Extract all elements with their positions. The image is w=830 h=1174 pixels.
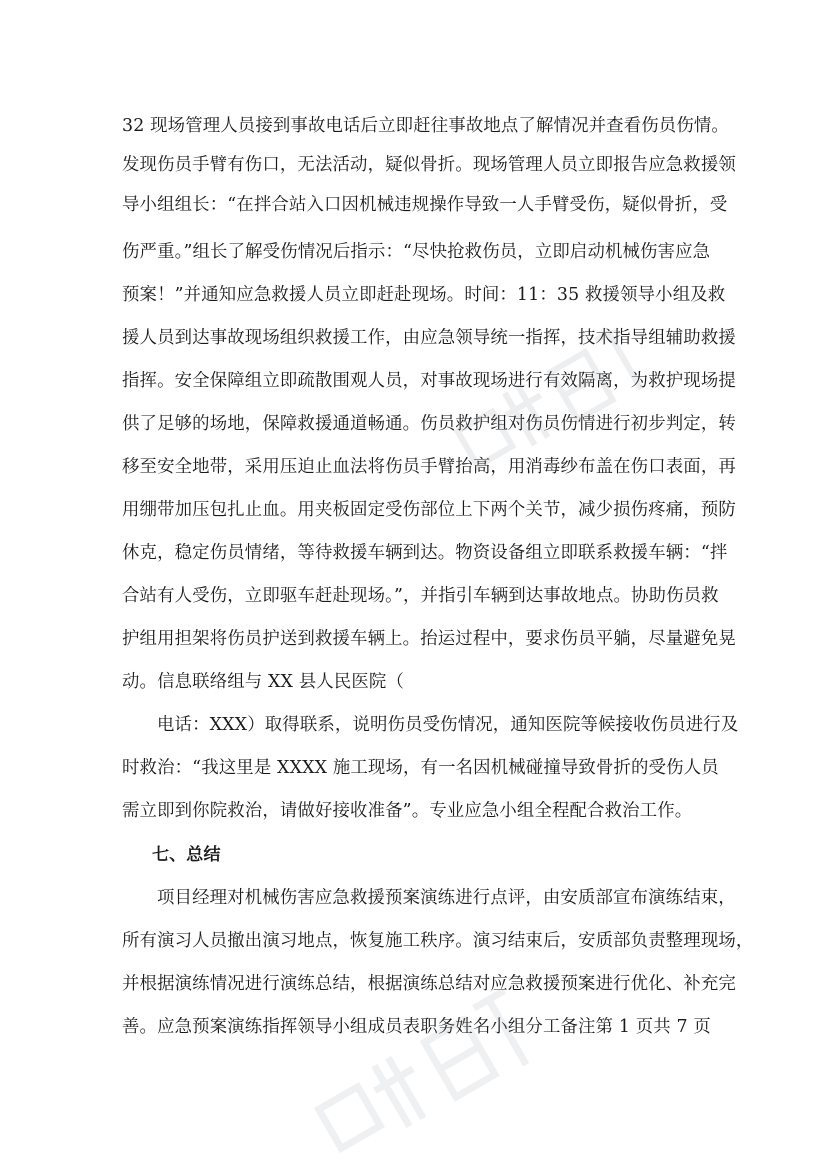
text-line: 供了足够的场地，保障救援通道畅通。伤员救护组对伤员伤情进行初步判定，转 (122, 414, 736, 434)
text-line: 动。信息联络组与 XX 县人民医院（ (122, 672, 404, 692)
text-line: 预案！”并通知应急救援人员立即赶赴现场。时间：11：35 救援领导小组及救 (122, 285, 726, 305)
text-line: 需立即到你院救治，请做好接收准备”。专业应急小组全程配合救治工作。 (122, 801, 693, 821)
text-line: 电话：XXX）取得联系，说明伤员受伤情况，通知医院等候接收伤员进行及 (157, 715, 739, 735)
text-line: 护组用担架将伤员护送到救援车辆上。抬运过程中，要求伤员平躺，尽量避免晃 (122, 629, 736, 649)
text-line: 所有演习人员撤出演习地点，恢复施工秩序。演习结束后，安质部负责整理现场， (122, 931, 754, 951)
section-heading: 七、总结 (152, 845, 221, 865)
text-line: 项目经理对机械伤害应急救援预案演练进行点评，由安质部宣布演练结束， (157, 888, 736, 908)
text-line: 休克，稳定伤员情绪，等待救援车辆到达。物资设备组立即联系救援车辆：“拌 (122, 543, 728, 563)
text-line: 合站有人受伤，立即驱车赶赴现场。”，并指引车辆到达事故地点。协助伤员救 (122, 586, 719, 606)
text-line: 用绷带加压包扎止血。用夹板固定受伤部位上下两个关节，减少损伤疼痛，预防 (122, 500, 736, 520)
text-line: 并根据演练情况进行演练总结，根据演练总结对应急救援预案进行优化、补充完 (122, 974, 736, 994)
text-line: 伤严重。”组长了解受伤情况后指示：“尽快抢救伤员，立即启动机械伤害应急 (122, 242, 711, 262)
text-line: 援人员到达事故现场组织救援工作，由应急领导统一指挥，技术指导组辅助救援 (122, 328, 736, 348)
text-line: 发现伤员手臂有伤口，无法活动，疑似骨折。现场管理人员立即报告应急救援领 (122, 155, 736, 175)
text-line: 32 现场管理人员接到事故电话后立即赶往事故地点了解情况并查看伤员伤情。 (122, 116, 729, 136)
text-line: 导小组组长：“在拌合站入口因机械违规操作导致一人手臂受伤，疑似骨折，受 (122, 195, 728, 215)
text-line: 时救治：“我这里是 XXXX 施工现场，有一名因机械碰撞导致骨折的受伤人员 (122, 758, 719, 778)
text-line: 指挥。安全保障组立即疏散围观人员，对事故现场进行有效隔离，为救护现场提 (122, 371, 736, 391)
text-line: 移至安全地带，采用压迫止血法将伤员手臂抬高，用消毒纱布盖在伤口表面，再 (122, 457, 736, 477)
text-line: 善。应急预案演练指挥领导小组成员表职务姓名小组分工备注第 1 页共 7 页 (122, 1017, 711, 1037)
